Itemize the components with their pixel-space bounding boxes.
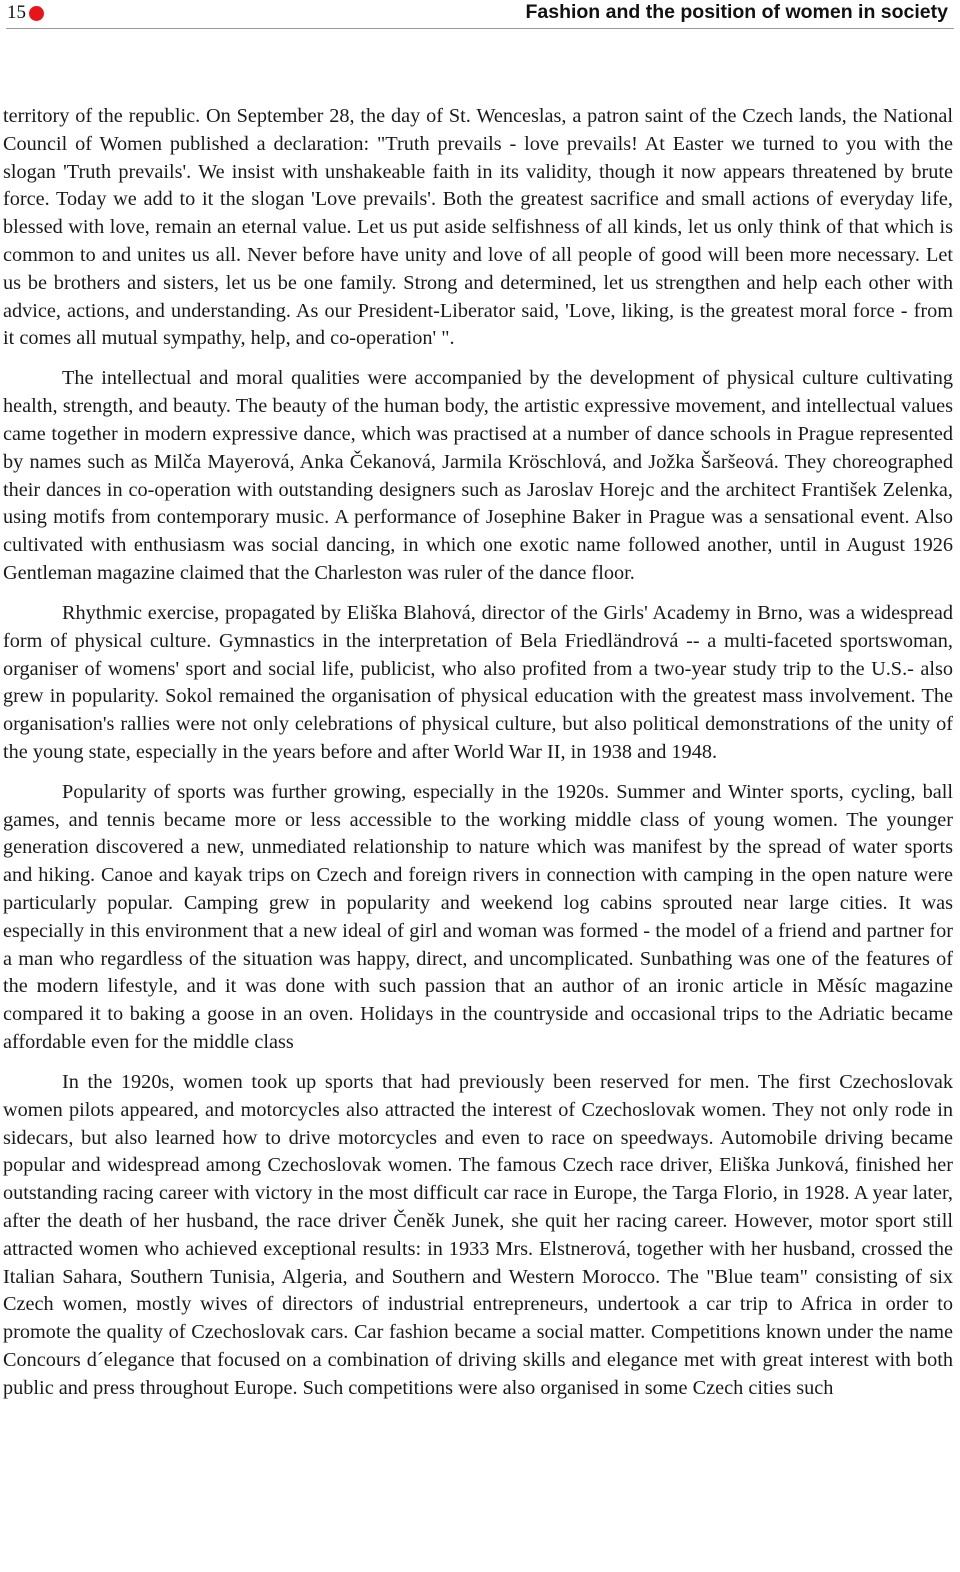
paragraph-4: Popularity of sports was further growing, especially in the 1920s. Summer and Winter sports, cycling, ball games, and tennis became more or less accessible to the working middle class of young women. The younger generation discovered a new, unmediated relationship to nature which was manifest by the spread of water sports and hiking. Canoe and kayak trips on Czech and foreign rivers in connection with camping in the open nature were particularly popular. Camping grew in popularity and weekend log cabins sprouted near large cities. It was especially in this environment that a new ideal of girl and woman was formed - the model of a friend and partner for a man who regardless of the situation was happy, direct, and uncomplicated. Sunbathing was one of the features of the modern lifestyle, and it was done with such passion that an author of an ironic article in Měsíc magazine compared it to baking a goose in an oven. Holidays in the countryside and occasional trips to the Adriatic became affordable even for the middle class <box>3 780 953 1054</box>
page-number <box>7 2 44 24</box>
page-header <box>0 0 960 30</box>
paragraph-2: The intellectual and moral qualities were accompanied by the development of physical culture cultivating health, strength, and beauty. The beauty of the human body, the artistic expressive movement, and intellectual values came together in modern expressive dance, which was practised at a number of dance schools in Prague represented by names such as Milča Mayerová, Anka Čekanová, Jarmila Kröschlová, and Jožka Šaršeová. They choreographed their dances in co-operation with outstanding designers such as Jaroslav Horejc and the architect František Zelenka, using motifs from contemporary music. A performance of Josephine Baker in Prague was a sensational event. Also cultivated with enthusiasm was social dancing, in which one exotic name followed another, until in August 1926 Gentleman magazine claimed that the Charleston was ruler of the dance floor. <box>3 367 953 584</box>
page-number-text: 15 <box>7 2 26 23</box>
paragraph-3: Rhythmic exercise, propagated by Eliška Blahová, director of the Girls' Academy in Brno, was a widespread form of physical culture. Gymnastics in the interpretation of Bela Friedländrová -- a multi-faceted sportswoman, organiser of womens' sport and social life, publicist, who also profited from a two-year study trip to the U.S.- also grew in popularity. Sokol remained the organisation of physical education with the greatest mass involvement. The organisation's rallies were not only celebrations of physical culture, but also political demonstrations of the unity of the young state, especially in the years before and after World War II, in 1938 and 1948. <box>3 601 953 763</box>
article-body <box>3 103 953 1415</box>
paragraph-5: In the 1920s, women took up sports that had previously been reserved for men. The first Czechoslovak women pilots appeared, and motorcycles also attracted the interest of Czechoslovak women. They not only rode in sidecars, but also learned how to drive motorcycles and even to race on speedways. Automobile driving became popular and widespread among Czechoslovak women. The famous Czech race driver, Eliška Junková, finished her outstanding racing career with victory in the most difficult car race in Europe, the Targa Florio, in 1928. A year later, after the death of her husband, the race driver Čeněk Junek, she quit her racing career. However, motor sport still attracted women who achieved exceptional results: in 1933 Mrs. Elstnerová, together with her husband, crossed the Italian Sahara, Southern Tunisia, Algeria, and Southern and Western Morocco. The "Blue team" consisting of six Czech women, mostly wives of directors of industrial entrepreneurs, undertook a car trip to Africa in order to promote the quality of Czechoslovak cars. Car fashion became a social matter. Competitions known under the name Concours d´elegance that focused on a combination of driving skills and elegance met with great interest with both public and press throughout Europe. Such competitions were also organised in some Czech cities such <box>3 1071 953 1399</box>
red-dot-icon <box>29 6 44 21</box>
running-title: Fashion and the position of women in society <box>525 1 948 23</box>
header-divider <box>6 28 954 29</box>
paragraph-1: territory of the republic. On September 28, the day of St. Wenceslas, a patron saint of the Czech lands, the National Council of Women published a declaration: "Truth prevails - love prevails! At Easter we turned to you with the slogan 'Truth prevails'. We insist with unshakeable faith in its validity, though it now appears threatened by brute force. Today we add to it the slogan 'Love prevails'. Both the greatest sacrifice and small actions of everyday life, blessed with love, remain an eternal value. Let us put aside selfishness of all kinds, let us only think of that which is common to and unites us all. Never before have unity and love of all people of good will been more necessary. Let us be brothers and sisters, let us be one family. Strong and determined, let us strengthen and help each other with advice, actions, and understanding. As our President-Liberator said, 'Love, liking, is the greatest moral force - from it comes all mutual sympathy, help, and co-operation' ". <box>3 105 953 350</box>
